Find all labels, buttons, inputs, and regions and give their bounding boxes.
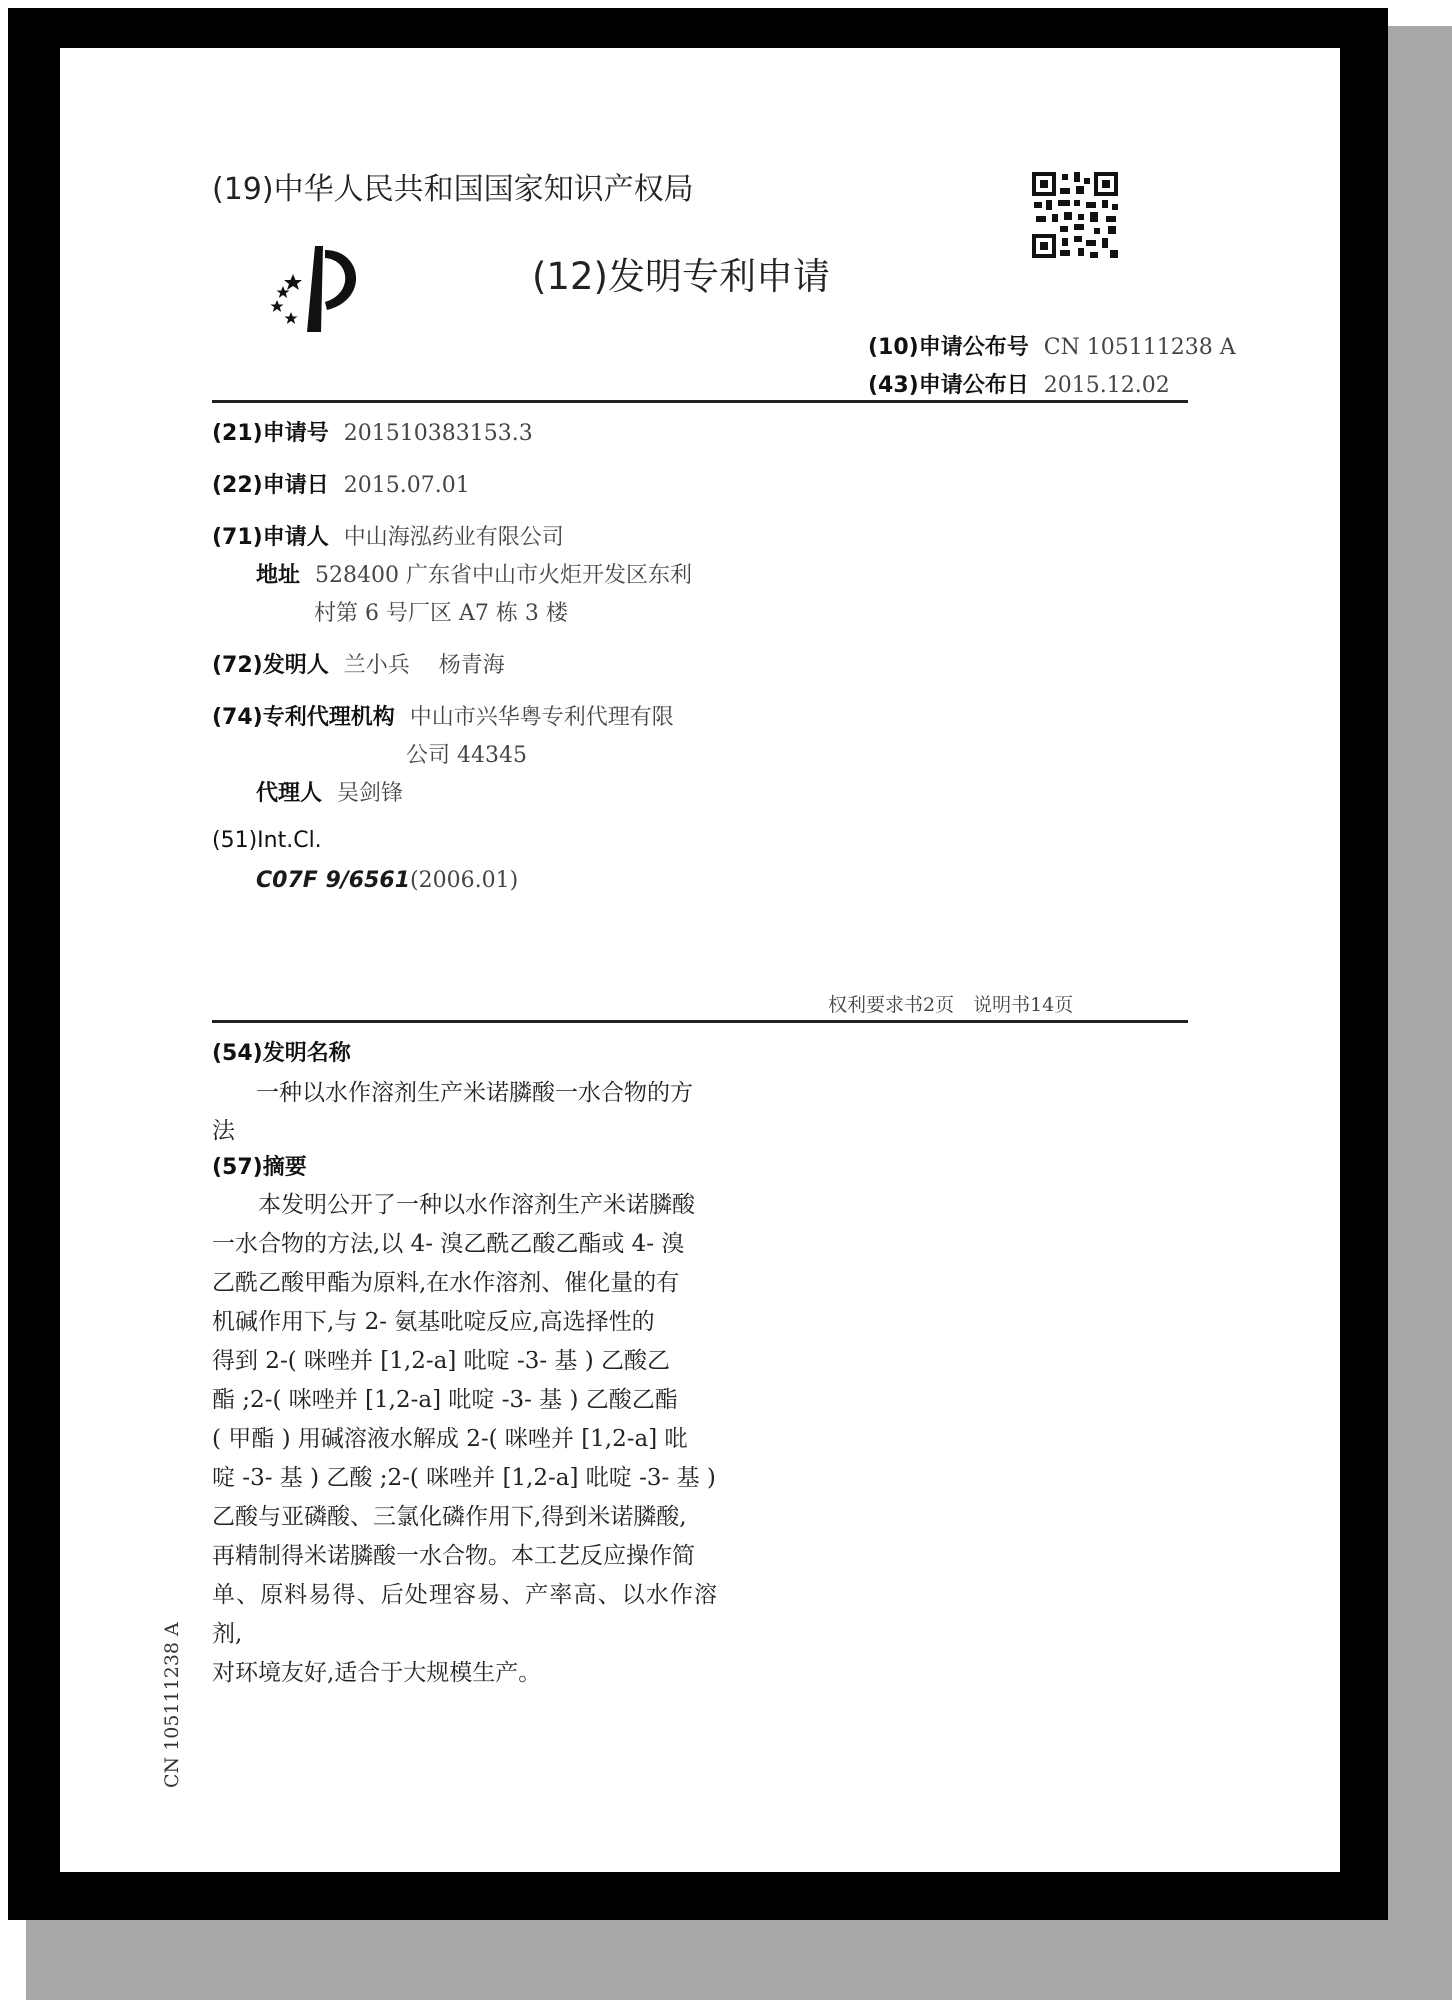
application-number — [212, 416, 533, 447]
header-divider — [212, 400, 1188, 403]
application-date-value: 2015.07.01 — [343, 473, 470, 498]
section-divider — [212, 1020, 1188, 1023]
patent-agency-line-2: 公司 44345 — [406, 743, 527, 768]
patent-agency-line-1: 中山市兴华粤专利代理有限 — [409, 705, 674, 730]
agent — [256, 776, 403, 807]
side-publication-number: CN 105111238 A — [161, 1622, 183, 1788]
publication-number-value: CN 105111238 A — [1043, 335, 1236, 360]
invention-title-line-2: 法 — [212, 1118, 235, 1144]
patent-page — [60, 48, 1340, 1872]
abstract-line: 单、原料易得、后处理容易、产率高、以水作溶剂, — [212, 1582, 717, 1647]
abstract-line: 再精制得米诺膦酸一水合物。本工艺反应操作简 — [212, 1543, 695, 1569]
publication-number — [868, 330, 1236, 361]
abstract-line: 乙酰乙酸甲酯为原料,在水作溶剂、催化量的有 — [212, 1270, 680, 1296]
applicant-label: (71)申请人 — [212, 525, 329, 550]
page-counts: 权利要求书2页 说明书14页 — [828, 994, 1074, 1016]
patent-agency — [212, 700, 674, 731]
invention-title-line-1: 一种以水作溶剂生产米诺膦酸一水合物的方 — [256, 1080, 693, 1106]
address-label: 地址 — [256, 563, 301, 588]
application-number-value: 201510383153.3 — [343, 421, 533, 446]
office-title: (19)中华人民共和国国家知识产权局 — [212, 172, 694, 207]
publication-date — [868, 368, 1170, 399]
inventors-label: (72)发明人 — [212, 653, 329, 678]
abstract-line: 一水合物的方法,以 4- 溴乙酰乙酸乙酯或 4- 溴 — [212, 1231, 685, 1257]
application-date — [212, 468, 470, 499]
abstract-line: 对环境友好,适合于大规模生产。 — [212, 1660, 542, 1686]
application-date-label: (22)申请日 — [212, 473, 329, 498]
agent-value: 吴剑锋 — [337, 781, 404, 806]
abstract-line: 得到 2-( 咪唑并 [1,2-a] 吡啶 -3- 基 ) 乙酸乙 — [212, 1348, 671, 1374]
abstract-line: 机碱作用下,与 2- 氨基吡啶反应,高选择性的 — [212, 1309, 655, 1335]
int-cl-classification — [256, 868, 518, 893]
patent-agency-label: (74)专利代理机构 — [212, 705, 395, 730]
address-line-2: 村第 6 号厂区 A7 栋 3 楼 — [314, 601, 568, 626]
agent-label: 代理人 — [256, 781, 323, 806]
document-type: (12)发明专利申请 — [532, 255, 830, 298]
publication-number-label: (10)申请公布号 — [868, 335, 1029, 360]
qr-code-icon — [1030, 170, 1120, 260]
abstract-body — [212, 1186, 717, 1693]
abstract-line: 乙酸与亚磷酸、三氯化磷作用下,得到米诺膦酸, — [212, 1504, 687, 1530]
abstract-label: (57)摘要 — [212, 1155, 307, 1180]
inventors-value: 兰小兵 杨青海 — [343, 653, 505, 678]
int-cl-code: C07F 9/6561 — [256, 868, 411, 893]
abstract-line: 本发明公开了一种以水作溶剂生产米诺膦酸 — [212, 1192, 695, 1218]
publication-date-value: 2015.12.02 — [1043, 373, 1170, 398]
application-number-label: (21)申请号 — [212, 421, 329, 446]
applicant — [212, 520, 564, 551]
int-cl-year: (2006.01) — [410, 868, 519, 893]
abstract-line: ( 甲酯 ) 用碱溶液水解成 2-( 咪唑并 [1,2-a] 吡 — [212, 1426, 688, 1452]
inventors — [212, 648, 505, 679]
publication-date-label: (43)申请公布日 — [868, 373, 1029, 398]
address-line-1: 528400 广东省中山市火炬开发区东利 — [315, 563, 692, 588]
invention-title-label: (54)发明名称 — [212, 1041, 351, 1066]
applicant-value: 中山海泓药业有限公司 — [343, 525, 564, 550]
int-cl-label: (51)Int.Cl. — [212, 828, 322, 853]
abstract-line: 啶 -3- 基 ) 乙酸 ;2-( 咪唑并 [1,2-a] 吡啶 -3- 基 ) — [212, 1465, 716, 1491]
cnipa-logo-icon — [265, 244, 375, 336]
abstract-line: 酯 ;2-( 咪唑并 [1,2-a] 吡啶 -3- 基 ) 乙酸乙酯 — [212, 1387, 678, 1413]
address — [256, 558, 692, 589]
